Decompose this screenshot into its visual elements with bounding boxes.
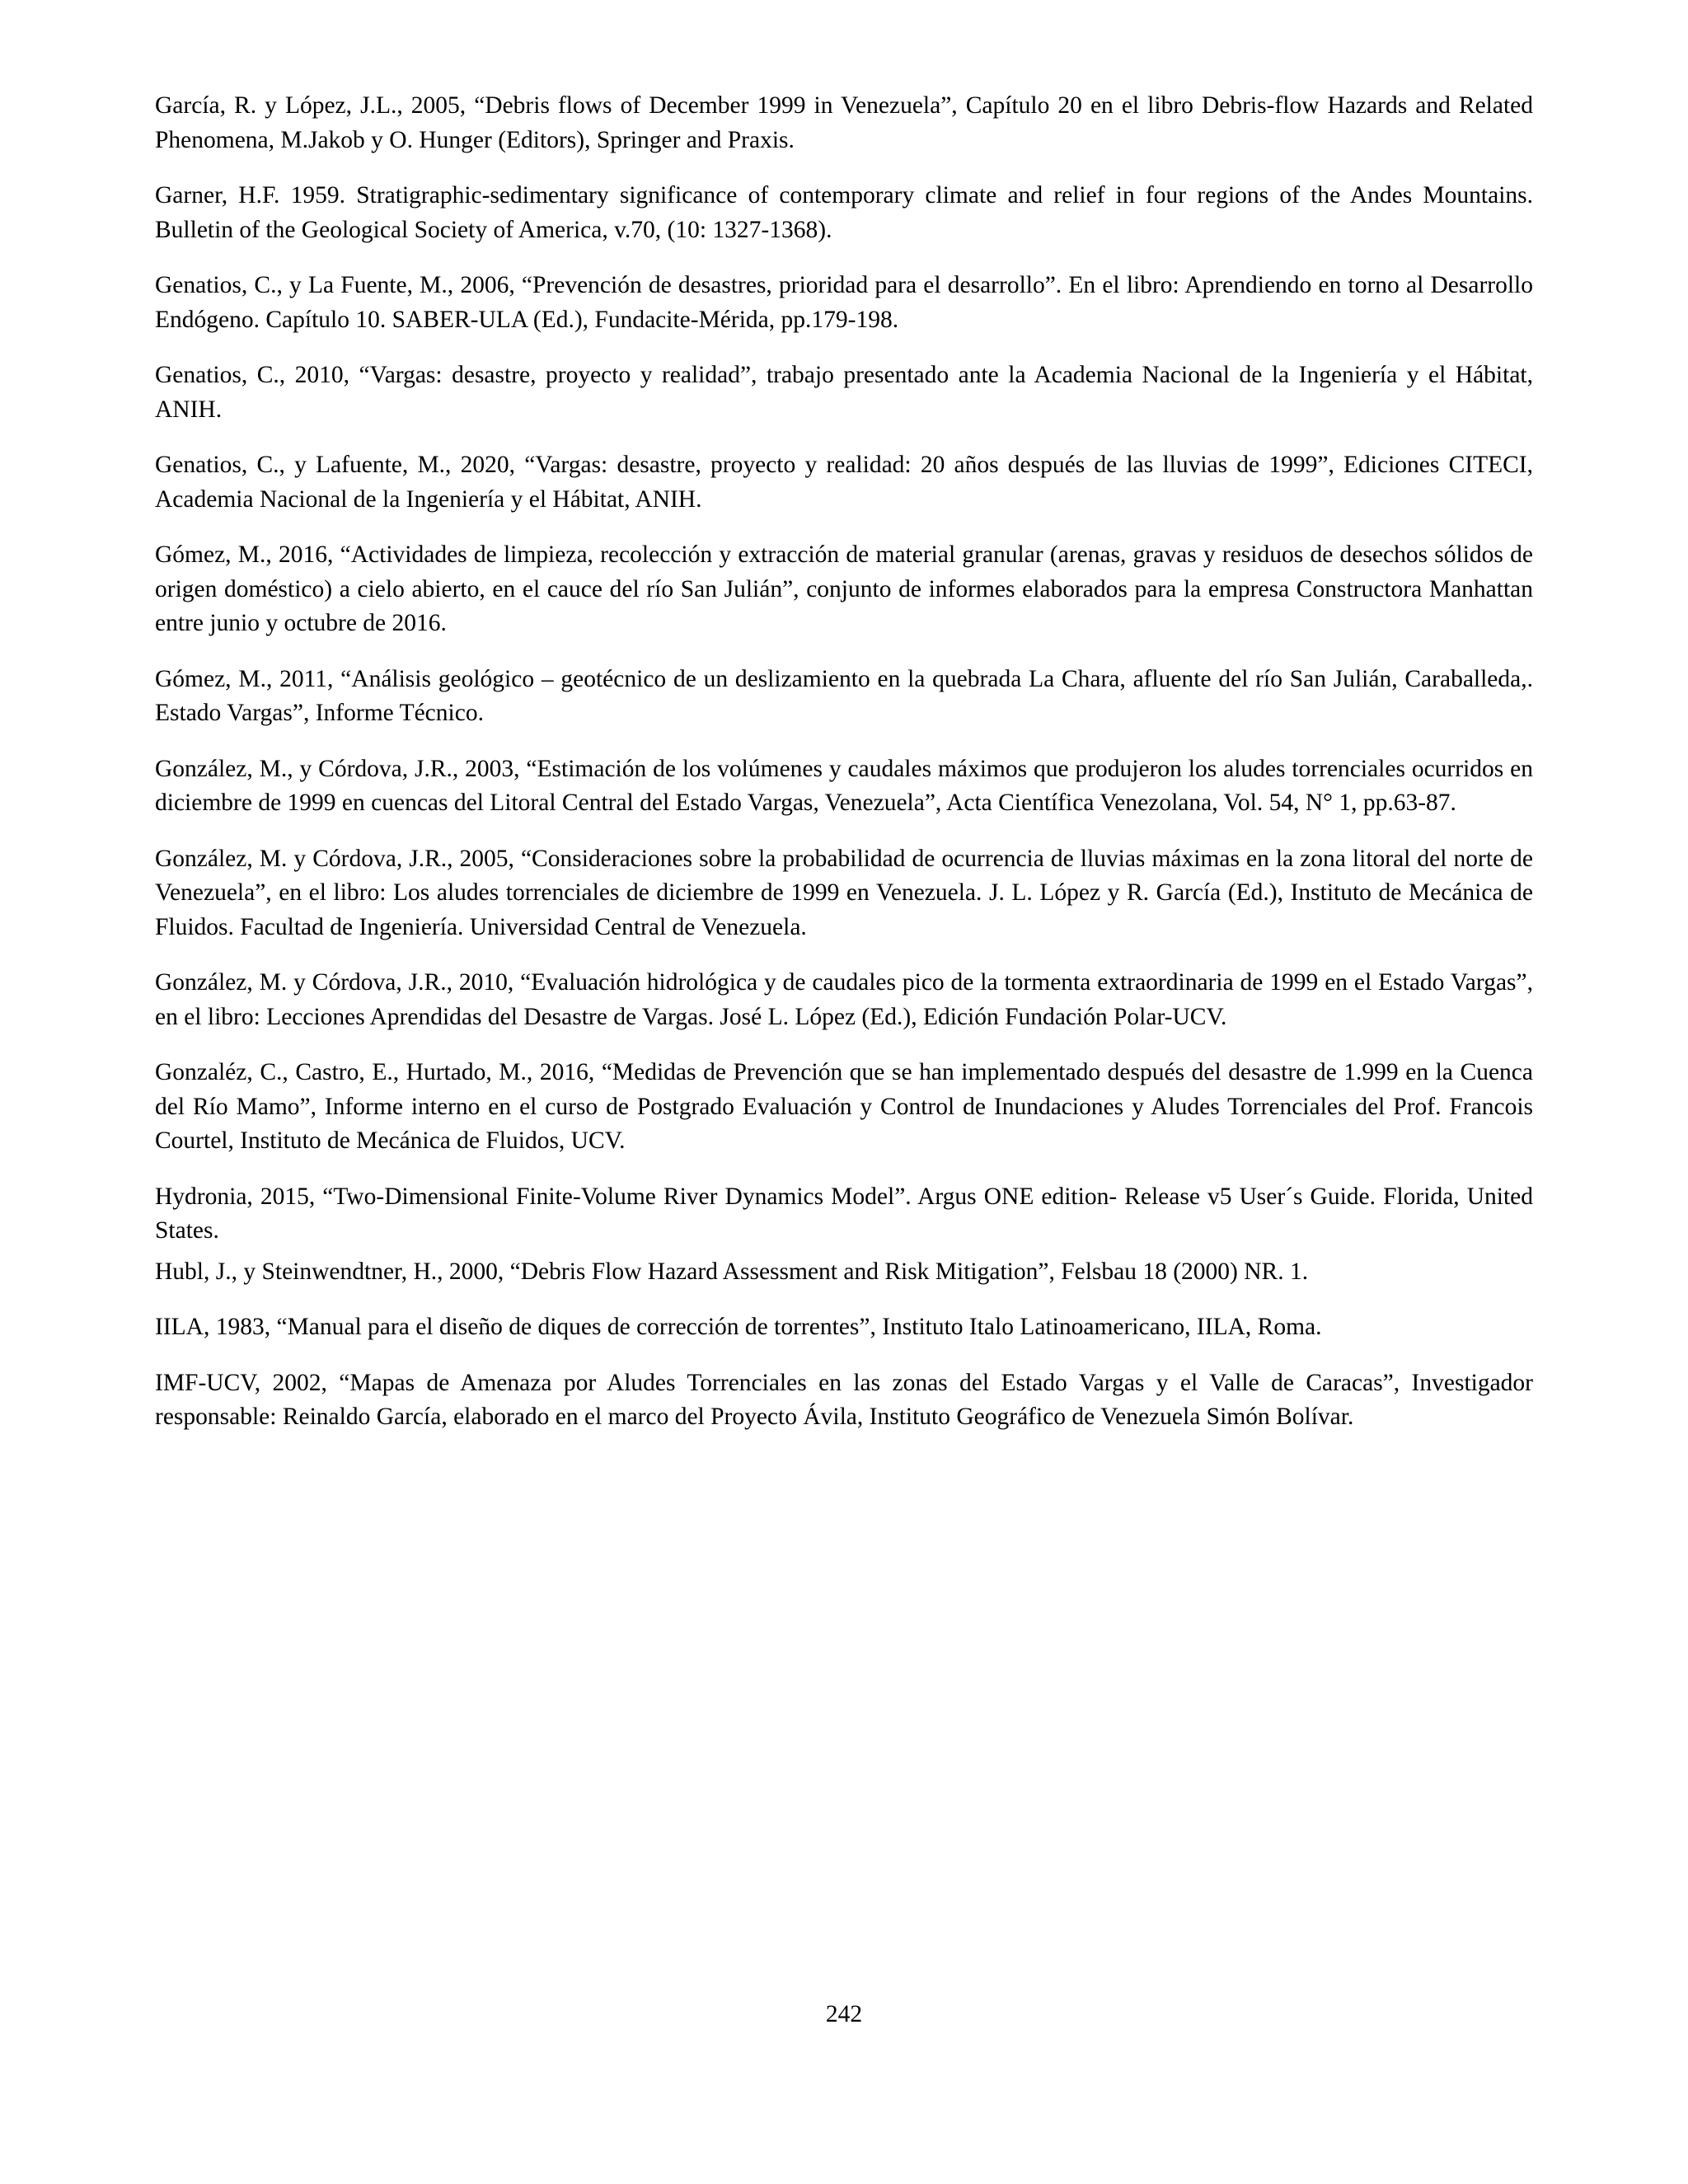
page-number: 242 <box>825 2001 863 2027</box>
reference-entry-genatios-lafuente-2006: Genatios, C., y La Fuente, M., 2006, “Prevención de desastres, prioridad para el desarrollo”. En el libro: Aprendiendo en torno al Desarrollo Endógeno. Capítulo 10. SABER-ULA (Ed.), Fundacite-Mérida, pp.179-198. <box>155 272 1533 333</box>
reference-entry-iila-1983: IILA, 1983, “Manual para el diseño de diques de corrección de torrentes”, Instituto Italo Latinoamericano, IILA, Roma. <box>155 1314 1322 1340</box>
reference-entry-garner-1959: Garner, H.F. 1959. Stratigraphic-sedimentary significance of contemporary climate and relief in four regions of the Andes Mountains. Bulletin of the Geological Society of America, v.70, (10: 1327-1368). <box>155 182 1533 243</box>
reference-entry-gonzalez-cordova-2005: González, M. y Córdova, J.R., 2005, “Consideraciones sobre la probabilidad de ocurrencia de lluvias máximas en la zona litoral del norte de Venezuela”, en el libro: Los aludes torrenciales de diciembre de 1999 en Venezuela. J. L. López y R. García (Ed.), Instituto de Mecánica de Fluidos. Facultad de Ingeniería. Universidad Central de Venezuela. <box>155 845 1533 940</box>
reference-entry-hubl-steinwendtner-2000: Hubl, J., y Steinwendtner, H., 2000, “Debris Flow Hazard Assessment and Risk Mitigation”, Felsbau 18 (2000) NR. 1. <box>155 1258 1309 1285</box>
references-list <box>155 89 1533 1435</box>
reference-entry-gonzalez-cordova-2010: González, M. y Córdova, J.R., 2010, “Evaluación hidrológica y de caudales pico de la tormenta extraordinaria de 1999 en el Estado Vargas”, en el libro: Lecciones Aprendidas del Desastre de Vargas. José L. López (Ed.), Edición Fundación Polar-UCV. <box>155 969 1533 1030</box>
reference-entry-gonzalez-cordova-2003: González, M., y Córdova, J.R., 2003, “Estimación de los volúmenes y caudales máximos que produjeron los aludes torrenciales ocurridos en diciembre de 1999 en cuencas del Litoral Central del Estado Vargas, Venezuela”, Acta Científica Venezolana, Vol. 54, N° 1, pp.63-87. <box>155 755 1533 816</box>
reference-entry-gomez-2011: Gómez, M., 2011, “Análisis geológico – geotécnico de un deslizamiento en la quebrada La Chara, afluente del río San Julián, Caraballeda,. Estado Vargas”, Informe Técnico. <box>155 665 1533 726</box>
reference-entry-hydronia-2015: Hydronia, 2015, “Two-Dimensional Finite-Volume River Dynamics Model”. Argus ONE edition- Release v5 User´s Guide. Florida, United States. <box>155 1183 1533 1244</box>
reference-entry-genatios-2010: Genatios, C., 2010, “Vargas: desastre, proyecto y realidad”, trabajo presentado ante la Academia Nacional de la Ingeniería y el Hábitat, ANIH. <box>155 362 1533 423</box>
reference-entry-gomez-2016: Gómez, M., 2016, “Actividades de limpieza, recolección y extracción de material granular (arenas, gravas y residuos de desechos sólidos de origen doméstico) a cielo abierto, en el cauce del río San Julián”, conjunto de informes elaborados para la empresa Constructora Manhattan entre junio y octubre de 2016. <box>155 541 1533 636</box>
reference-entry-garcia-lopez-2005: García, R. y López, J.L., 2005, “Debris flows of December 1999 in Venezuela”, Capítulo 20 en el libro Debris-flow Hazards and Related Phenomena, M.Jakob y O. Hunger (Editors), Springer and Praxis. <box>155 92 1533 153</box>
reference-entry-genatios-lafuente-2020: Genatios, C., y Lafuente, M., 2020, “Vargas: desastre, proyecto y realidad: 20 años después de las lluvias de 1999”, Ediciones CITECI, Academia Nacional de la Ingeniería y el Hábitat, ANIH. <box>155 452 1533 513</box>
reference-entry-imf-ucv-2002: IMF-UCV, 2002, “Mapas de Amenaza por Aludes Torrenciales en las zonas del Estado Vargas y el Valle de Caracas”, Investigador responsable: Reinaldo García, elaborado en el marco del Proyecto Ávila, Instituto Geográfico de Venezuela Simón Bolívar. <box>155 1369 1533 1430</box>
reference-entry-gonzalez-castro-hurtado-2016: Gonzaléz, C., Castro, E., Hurtado, M., 2016, “Medidas de Prevención que se han implementado después del desastre de 1.999 en la Cuenca del Río Mamo”, Informe interno en el curso de Postgrado Evaluación y Control de Inundaciones y Aludes Torrenciales del Prof. Francois Courtel, Instituto de Mecánica de Fluidos, UCV. <box>155 1059 1533 1154</box>
